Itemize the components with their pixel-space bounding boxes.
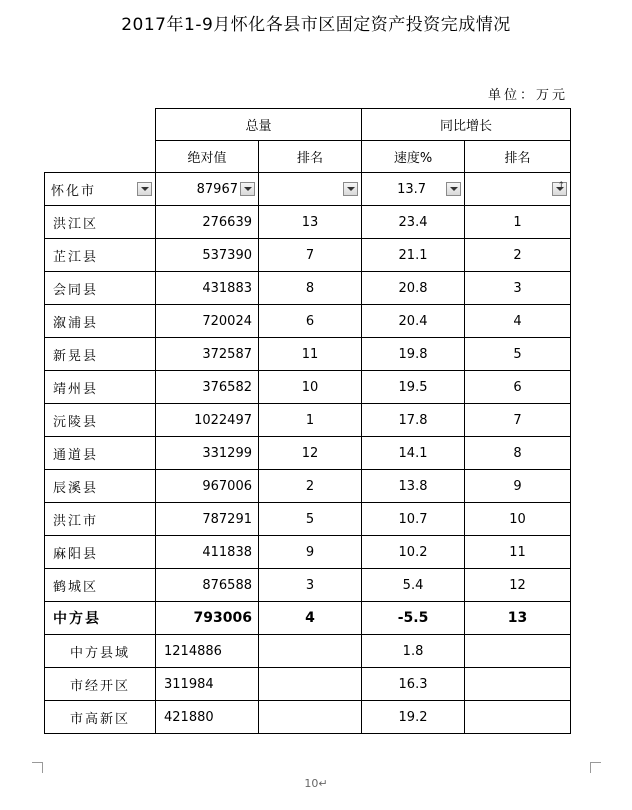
rank-cell: 13 [259,206,362,239]
table-row [45,239,571,272]
speed-cell: 10.7 [362,503,465,536]
table-row [45,338,571,371]
speed-cell: 19.8 [362,338,465,371]
rank-dropdown-icon[interactable] [343,182,358,196]
rank-cell: 4 [259,602,362,635]
rank-cell: 2 [259,470,362,503]
name-cell: 靖州县 [45,371,156,404]
rank2-cell: 9 [465,470,571,503]
rank2-cell [465,635,571,668]
value-cell: 372587 [156,338,259,371]
speed-cell: -5.5 [362,602,465,635]
filter-dropdown-icon[interactable] [137,182,152,196]
rank2-cell: 2 [465,239,571,272]
name-cell: 鹤城区 [45,569,156,602]
value-cell: 1022497 [156,404,259,437]
rank-cell: 6 [259,305,362,338]
speed-cell: 20.8 [362,272,465,305]
rank2-cell [465,701,571,734]
name-cell: 溆浦县 [45,305,156,338]
table-row [45,536,571,569]
unit-label: 单位：万元 [487,88,568,103]
rank2-cell: 7 [465,404,571,437]
value-cell: 967006 [156,470,259,503]
name-cell: 中方县域 [45,635,156,668]
value-cell: 276639 [156,206,259,239]
value-cell: 411838 [156,536,259,569]
value-cell: 720024 [156,305,259,338]
value-cell: 787291 [156,503,259,536]
rank-cell: 7 [259,239,362,272]
table-row [45,602,571,635]
name-cell: 芷江县 [45,239,156,272]
value-cell: 376582 [156,371,259,404]
speed-cell: 23.4 [362,206,465,239]
page-number: 10↵ [304,777,328,790]
header-growth: 同比增长 [362,109,571,141]
rank2-cell: 11 [465,536,571,569]
speed-cell: 19.2 [362,701,465,734]
header-speed: 速度% [362,141,465,173]
name-cell: 麻阳县 [45,536,156,569]
speed-cell: 1.8 [362,635,465,668]
value-cell: 331299 [156,437,259,470]
page-corner-mark-right [590,762,601,773]
sort-dropdown-icon[interactable] [552,182,567,196]
name-cell: 通道县 [45,437,156,470]
rank2-cell [465,668,571,701]
value-cell: 311984 [156,668,259,701]
table-row [45,371,571,404]
table-row [45,569,571,602]
table-row [45,404,571,437]
name-cell: 沅陵县 [45,404,156,437]
rank-cell [259,668,362,701]
table-row [45,437,571,470]
speed-cell: 5.4 [362,569,465,602]
speed-cell: 13.8 [362,470,465,503]
header-rank: 排名 [259,141,362,173]
rank2-cell: 3 [465,272,571,305]
rank2-cell: 13 [465,602,571,635]
filter-rank-cell [259,173,362,206]
table-row [45,701,571,734]
value-dropdown-icon[interactable] [240,182,255,196]
rank-cell [259,701,362,734]
rank2-cell: 4 [465,305,571,338]
rank-cell: 8 [259,272,362,305]
investment-table [44,108,571,734]
header-absolute: 绝对值 [156,141,259,173]
table-row [45,305,571,338]
name-cell: 洪江区 [45,206,156,239]
rank2-cell: 8 [465,437,571,470]
filter-name-cell [45,173,156,206]
header-total: 总量 [156,109,362,141]
document-title: 2017年1-9月怀化各县市区固定资产投资完成情况 [121,15,511,35]
table-row [45,272,571,305]
filter-speed-cell [362,173,465,206]
speed-cell: 19.5 [362,371,465,404]
filter-speed: 13.7 [397,181,427,197]
filter-rank2-cell [465,173,571,206]
table-row [45,470,571,503]
speed-cell: 10.2 [362,536,465,569]
rank-cell: 11 [259,338,362,371]
rank2-cell: 5 [465,338,571,371]
header-row-1 [45,109,571,141]
speed-dropdown-icon[interactable] [446,182,461,196]
rank-cell: 5 [259,503,362,536]
value-cell: 537390 [156,239,259,272]
name-cell: 辰溪县 [45,470,156,503]
table-row [45,503,571,536]
filter-name: 怀化市 [51,183,97,199]
speed-cell: 16.3 [362,668,465,701]
rank2-cell: 1 [465,206,571,239]
rank-cell: 9 [259,536,362,569]
rank-cell: 12 [259,437,362,470]
table-row [45,635,571,668]
rank-cell: 10 [259,371,362,404]
table-row [45,206,571,239]
rank2-cell: 6 [465,371,571,404]
filter-value: 87967 [196,181,238,197]
value-cell: 793006 [156,602,259,635]
rank2-cell: 10 [465,503,571,536]
name-cell: 市高新区 [45,701,156,734]
name-cell: 市经开区 [45,668,156,701]
value-cell: 876588 [156,569,259,602]
speed-cell: 17.8 [362,404,465,437]
rank2-cell: 12 [465,569,571,602]
speed-cell: 21.1 [362,239,465,272]
name-cell: 会同县 [45,272,156,305]
speed-cell: 20.4 [362,305,465,338]
rank-cell [259,635,362,668]
filter-row [45,173,571,206]
name-cell: 新晃县 [45,338,156,371]
header-corner [45,109,156,173]
table-row [45,668,571,701]
rank-cell: 1 [259,404,362,437]
name-cell: 洪江市 [45,503,156,536]
filter-value-cell [156,173,259,206]
name-cell: 中方县 [45,602,156,635]
rank-cell: 3 [259,569,362,602]
speed-cell: 14.1 [362,437,465,470]
page-corner-mark-left [32,762,43,773]
value-cell: 431883 [156,272,259,305]
header-rank-growth: 排名 [465,141,571,173]
value-cell: 421880 [156,701,259,734]
value-cell: 1214886 [156,635,259,668]
